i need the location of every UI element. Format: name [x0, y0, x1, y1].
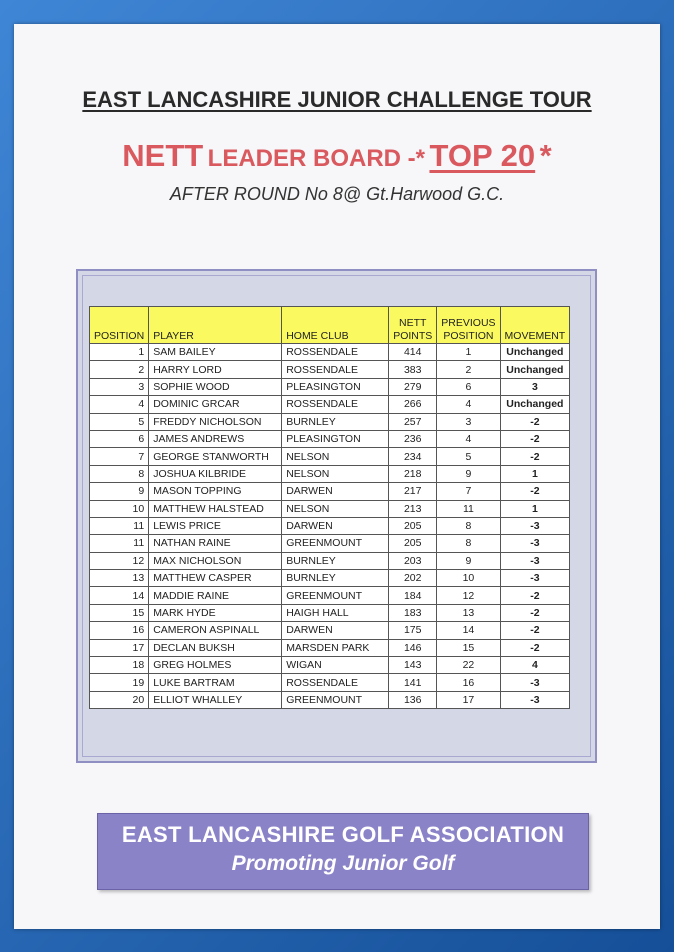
cell-movement: 1 — [500, 465, 570, 482]
table-row — [90, 691, 570, 708]
cell-player: JOSHUA KILBRIDE — [149, 465, 282, 482]
cell-movement: -2 — [500, 483, 570, 500]
header-previous-1: PREVIOUS — [441, 317, 496, 329]
subtitle-nett: NETT — [122, 138, 204, 173]
cell-movement: -3 — [500, 535, 570, 552]
cell-points: 205 — [389, 517, 437, 534]
table-row — [90, 622, 570, 639]
cell-player: LUKE BARTRAM — [149, 674, 282, 691]
cell-points: 183 — [389, 604, 437, 621]
cell-position: 16 — [90, 622, 149, 639]
cell-club: BURNLEY — [282, 413, 389, 430]
table-row — [90, 396, 570, 413]
cell-player: SAM BAILEY — [149, 344, 282, 361]
cell-player: MADDIE RAINE — [149, 587, 282, 604]
table-row — [90, 604, 570, 621]
association-name: EAST LANCASHIRE GOLF ASSOCIATION — [121, 822, 565, 847]
cell-position: 1 — [90, 344, 149, 361]
cell-previous: 14 — [437, 622, 500, 639]
cell-previous: 17 — [437, 691, 500, 708]
cell-points: 236 — [389, 430, 437, 447]
cell-position: 13 — [90, 570, 149, 587]
cell-points: 218 — [389, 465, 437, 482]
header-points — [389, 307, 437, 344]
cell-club: WIGAN — [282, 657, 389, 674]
association-slogan: Promoting Junior Golf — [231, 852, 455, 875]
cell-position: 2 — [90, 361, 149, 378]
cell-previous: 5 — [437, 448, 500, 465]
table-row — [90, 517, 570, 534]
cell-points: 141 — [389, 674, 437, 691]
cell-position: 20 — [90, 691, 149, 708]
cell-player: MATTHEW HALSTEAD — [149, 500, 282, 517]
cell-position: 7 — [90, 448, 149, 465]
cell-club: MARSDEN PARK — [282, 639, 389, 656]
cell-previous: 13 — [437, 604, 500, 621]
cell-movement: Unchanged — [500, 396, 570, 413]
table-row — [90, 465, 570, 482]
cell-points: 279 — [389, 378, 437, 395]
cell-position: 15 — [90, 604, 149, 621]
table-row — [90, 500, 570, 517]
cell-position: 3 — [90, 378, 149, 395]
table-header-row — [90, 307, 570, 344]
header-club: HOME CLUB — [282, 307, 389, 344]
header-points-2: POINTS — [393, 330, 433, 342]
leaderboard-subtitle — [0, 138, 674, 174]
cell-movement: -2 — [500, 639, 570, 656]
cell-previous: 10 — [437, 570, 500, 587]
cell-points: 143 — [389, 657, 437, 674]
cell-club: ROSSENDALE — [282, 361, 389, 378]
cell-position: 6 — [90, 430, 149, 447]
cell-player: NATHAN RAINE — [149, 535, 282, 552]
cell-player: JAMES ANDREWS — [149, 430, 282, 447]
cell-previous: 6 — [437, 378, 500, 395]
cell-previous: 9 — [437, 465, 500, 482]
header-previous-2: POSITION — [443, 330, 494, 342]
cell-club: ROSSENDALE — [282, 674, 389, 691]
cell-movement: Unchanged — [500, 361, 570, 378]
cell-player: ELLIOT WHALLEY — [149, 691, 282, 708]
table-row — [90, 448, 570, 465]
cell-points: 213 — [389, 500, 437, 517]
cell-previous: 8 — [437, 517, 500, 534]
cell-position: 10 — [90, 500, 149, 517]
cell-points: 234 — [389, 448, 437, 465]
cell-position: 4 — [90, 396, 149, 413]
cell-previous: 12 — [437, 587, 500, 604]
cell-player: GEORGE STANWORTH — [149, 448, 282, 465]
association-banner — [97, 813, 589, 890]
cell-position: 9 — [90, 483, 149, 500]
table-row — [90, 552, 570, 569]
cell-movement: -2 — [500, 413, 570, 430]
table-row — [90, 639, 570, 656]
cell-movement: Unchanged — [500, 344, 570, 361]
cell-previous: 4 — [437, 396, 500, 413]
round-info: AFTER ROUND No 8@ Gt.Harwood G.C. — [169, 184, 505, 204]
cell-points: 414 — [389, 344, 437, 361]
cell-club: DARWEN — [282, 622, 389, 639]
cell-movement: -2 — [500, 587, 570, 604]
cell-player: MARK HYDE — [149, 604, 282, 621]
header-player: PLAYER — [149, 307, 282, 344]
header-position: POSITION — [90, 307, 149, 344]
cell-club: PLEASINGTON — [282, 430, 389, 447]
cell-position: 18 — [90, 657, 149, 674]
cell-movement: -3 — [500, 570, 570, 587]
cell-points: 217 — [389, 483, 437, 500]
cell-position: 8 — [90, 465, 149, 482]
cell-club: ROSSENDALE — [282, 396, 389, 413]
cell-previous: 1 — [437, 344, 500, 361]
cell-position: 5 — [90, 413, 149, 430]
cell-movement: -3 — [500, 691, 570, 708]
cell-club: ROSSENDALE — [282, 344, 389, 361]
cell-position: 14 — [90, 587, 149, 604]
cell-position: 17 — [90, 639, 149, 656]
table-row — [90, 361, 570, 378]
cell-position: 19 — [90, 674, 149, 691]
cell-points: 266 — [389, 396, 437, 413]
cell-previous: 2 — [437, 361, 500, 378]
cell-club: NELSON — [282, 500, 389, 517]
cell-player: GREG HOLMES — [149, 657, 282, 674]
cell-movement: -3 — [500, 517, 570, 534]
cell-player: MATTHEW CASPER — [149, 570, 282, 587]
cell-club: NELSON — [282, 448, 389, 465]
cell-player: FREDDY NICHOLSON — [149, 413, 282, 430]
header-movement: MOVEMENT — [500, 307, 570, 344]
cell-points: 184 — [389, 587, 437, 604]
table-row — [90, 535, 570, 552]
cell-previous: 11 — [437, 500, 500, 517]
cell-club: GREENMOUNT — [282, 691, 389, 708]
cell-previous: 22 — [437, 657, 500, 674]
cell-previous: 8 — [437, 535, 500, 552]
cell-club: DARWEN — [282, 483, 389, 500]
cell-movement: -3 — [500, 674, 570, 691]
cell-points: 257 — [389, 413, 437, 430]
cell-club: BURNLEY — [282, 552, 389, 569]
cell-movement: -2 — [500, 430, 570, 447]
table-row — [90, 570, 570, 587]
cell-previous: 16 — [437, 674, 500, 691]
cell-position: 12 — [90, 552, 149, 569]
cell-player: DOMINIC GRCAR — [149, 396, 282, 413]
cell-club: BURNLEY — [282, 570, 389, 587]
cell-club: GREENMOUNT — [282, 535, 389, 552]
cell-movement: -3 — [500, 552, 570, 569]
cell-points: 203 — [389, 552, 437, 569]
table-row — [90, 674, 570, 691]
cell-previous: 4 — [437, 430, 500, 447]
subtitle-leader: LEADER BOARD -* — [207, 145, 426, 172]
cell-player: MASON TOPPING — [149, 483, 282, 500]
cell-points: 202 — [389, 570, 437, 587]
cell-club: GREENMOUNT — [282, 587, 389, 604]
cell-previous: 3 — [437, 413, 500, 430]
table-row — [90, 344, 570, 361]
header-previous — [437, 307, 500, 344]
cell-previous: 15 — [437, 639, 500, 656]
table-row — [90, 483, 570, 500]
cell-movement: 1 — [500, 500, 570, 517]
cell-player: SOPHIE WOOD — [149, 378, 282, 395]
cell-player: MAX NICHOLSON — [149, 552, 282, 569]
cell-previous: 9 — [437, 552, 500, 569]
cell-club: PLEASINGTON — [282, 378, 389, 395]
cell-previous: 7 — [437, 483, 500, 500]
cell-points: 175 — [389, 622, 437, 639]
table-row — [90, 657, 570, 674]
leaderboard-table — [89, 306, 570, 709]
cell-points: 205 — [389, 535, 437, 552]
header-points-1: NETT — [399, 317, 427, 329]
cell-club: DARWEN — [282, 517, 389, 534]
cell-movement: -2 — [500, 622, 570, 639]
cell-player: LEWIS PRICE — [149, 517, 282, 534]
subtitle-top: TOP 20 — [429, 138, 536, 173]
cell-player: CAMERON ASPINALL — [149, 622, 282, 639]
cell-club: NELSON — [282, 465, 389, 482]
tour-title — [0, 87, 674, 113]
cell-movement: -2 — [500, 604, 570, 621]
tour-title-text: EAST LANCASHIRE JUNIOR CHALLENGE TOUR — [82, 87, 592, 112]
cell-points: 136 — [389, 691, 437, 708]
subtitle-star: * — [539, 138, 552, 173]
cell-player: DECLAN BUKSH — [149, 639, 282, 656]
cell-position: 11 — [90, 535, 149, 552]
cell-club: HAIGH HALL — [282, 604, 389, 621]
cell-movement: 4 — [500, 657, 570, 674]
table-row — [90, 378, 570, 395]
cell-points: 146 — [389, 639, 437, 656]
cell-player: HARRY LORD — [149, 361, 282, 378]
cell-movement: 3 — [500, 378, 570, 395]
cell-position: 11 — [90, 517, 149, 534]
table-row — [90, 430, 570, 447]
table-row — [90, 413, 570, 430]
table-row — [90, 587, 570, 604]
cell-points: 383 — [389, 361, 437, 378]
cell-movement: -2 — [500, 448, 570, 465]
